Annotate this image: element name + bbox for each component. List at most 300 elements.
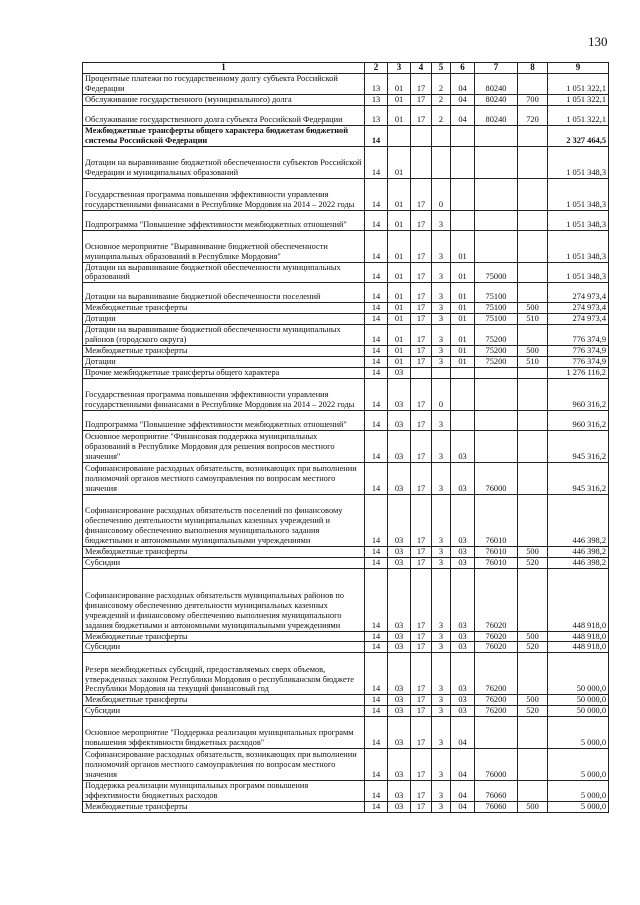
code-cell: 0 bbox=[432, 378, 451, 410]
code-cell: 520 bbox=[518, 557, 548, 568]
code-cell: 14 bbox=[365, 178, 388, 210]
code-cell bbox=[475, 378, 518, 410]
amount-cell: 274 973,4 bbox=[548, 283, 609, 303]
code-cell: 14 bbox=[365, 653, 388, 695]
code-cell: 14 bbox=[365, 781, 388, 802]
table-row bbox=[83, 367, 609, 378]
amount-cell: 274 973,4 bbox=[548, 303, 609, 314]
code-cell bbox=[518, 210, 548, 230]
code-cell: 0 bbox=[432, 178, 451, 210]
code-cell: 14 bbox=[365, 706, 388, 717]
code-cell bbox=[388, 125, 411, 146]
code-cell: 17 bbox=[411, 325, 432, 346]
code-cell: 14 bbox=[365, 210, 388, 230]
code-cell: 510 bbox=[518, 356, 548, 367]
budget-table bbox=[82, 62, 609, 813]
code-cell: 14 bbox=[365, 230, 388, 262]
code-cell bbox=[451, 410, 475, 430]
code-cell bbox=[518, 230, 548, 262]
table-row bbox=[83, 74, 609, 95]
code-cell bbox=[475, 146, 518, 178]
table-row bbox=[83, 410, 609, 430]
code-cell: 03 bbox=[451, 557, 475, 568]
code-cell: 14 bbox=[365, 314, 388, 325]
table-row bbox=[83, 557, 609, 568]
code-cell: 3 bbox=[432, 210, 451, 230]
code-cell: 17 bbox=[411, 283, 432, 303]
code-cell: 01 bbox=[388, 303, 411, 314]
row-name-cell: Дотации на выравнивание бюджетной обеспеченности поселений bbox=[83, 283, 365, 303]
amount-cell: 448 918,0 bbox=[548, 642, 609, 653]
code-cell: 75200 bbox=[475, 325, 518, 346]
row-name-cell: Основное мероприятие "Поддержка реализации муниципальных программ повышения эффективности бюджетных расходов" bbox=[83, 717, 365, 749]
row-name-cell: Подпрограмма "Повышение эффективности межбюджетных отношений" bbox=[83, 210, 365, 230]
code-cell: 76010 bbox=[475, 494, 518, 546]
code-cell bbox=[432, 146, 451, 178]
code-cell: 3 bbox=[432, 462, 451, 494]
code-cell: 13 bbox=[365, 74, 388, 95]
table-row bbox=[83, 146, 609, 178]
code-cell bbox=[518, 74, 548, 95]
row-name-cell: Поддержка реализации муниципальных программ повышения эффективности бюджетных расходов bbox=[83, 781, 365, 802]
table-row bbox=[83, 695, 609, 706]
table-row bbox=[83, 642, 609, 653]
code-cell: 3 bbox=[432, 410, 451, 430]
code-cell: 80240 bbox=[475, 94, 518, 105]
amount-cell: 1 051 322,1 bbox=[548, 94, 609, 105]
code-cell: 2 bbox=[432, 74, 451, 95]
code-cell: 76020 bbox=[475, 631, 518, 642]
code-cell: 3 bbox=[432, 356, 451, 367]
table-row bbox=[83, 314, 609, 325]
amount-cell: 50 000,0 bbox=[548, 653, 609, 695]
code-cell: 520 bbox=[518, 706, 548, 717]
code-cell: 76010 bbox=[475, 557, 518, 568]
code-cell: 17 bbox=[411, 494, 432, 546]
code-cell: 75200 bbox=[475, 356, 518, 367]
code-cell: 03 bbox=[451, 462, 475, 494]
amount-cell: 960 316,2 bbox=[548, 410, 609, 430]
code-cell: 3 bbox=[432, 283, 451, 303]
code-cell: 80240 bbox=[475, 74, 518, 95]
amount-cell: 5 000,0 bbox=[548, 781, 609, 802]
code-cell bbox=[411, 125, 432, 146]
row-name-cell: Межбюджетные трансферты bbox=[83, 546, 365, 557]
amount-cell: 776 374,9 bbox=[548, 325, 609, 346]
code-cell: 01 bbox=[388, 94, 411, 105]
amount-cell: 50 000,0 bbox=[548, 706, 609, 717]
amount-cell: 945 316,2 bbox=[548, 430, 609, 462]
code-cell: 17 bbox=[411, 430, 432, 462]
code-cell: 3 bbox=[432, 262, 451, 283]
row-name-cell: Обслуживание государственного долга субъекта Российской Федерации bbox=[83, 105, 365, 125]
col-header: 1 bbox=[83, 63, 365, 74]
row-name-cell: Субсидии bbox=[83, 706, 365, 717]
code-cell: 700 bbox=[518, 94, 548, 105]
code-cell: 03 bbox=[388, 717, 411, 749]
code-cell: 3 bbox=[432, 706, 451, 717]
code-cell: 14 bbox=[365, 462, 388, 494]
code-cell: 01 bbox=[388, 345, 411, 356]
code-cell bbox=[475, 178, 518, 210]
code-cell: 01 bbox=[388, 356, 411, 367]
code-cell: 3 bbox=[432, 494, 451, 546]
code-cell: 17 bbox=[411, 642, 432, 653]
amount-cell: 1 276 116,2 bbox=[548, 367, 609, 378]
code-cell: 14 bbox=[365, 494, 388, 546]
code-cell: 3 bbox=[432, 781, 451, 802]
code-cell bbox=[475, 430, 518, 462]
code-cell bbox=[518, 262, 548, 283]
code-cell: 3 bbox=[432, 430, 451, 462]
code-cell: 01 bbox=[451, 356, 475, 367]
col-header: 8 bbox=[518, 63, 548, 74]
code-cell: 3 bbox=[432, 801, 451, 812]
row-name-cell: Государственная программа повышения эффективности управления государственными финансами в Республике Мордовия на 2014 – 2022 годы bbox=[83, 178, 365, 210]
code-cell: 75100 bbox=[475, 314, 518, 325]
code-cell: 01 bbox=[451, 283, 475, 303]
amount-cell: 5 000,0 bbox=[548, 749, 609, 781]
code-cell: 03 bbox=[388, 653, 411, 695]
table-row bbox=[83, 105, 609, 125]
code-cell: 03 bbox=[388, 642, 411, 653]
table-row bbox=[83, 568, 609, 631]
code-cell: 04 bbox=[451, 749, 475, 781]
amount-cell: 448 918,0 bbox=[548, 631, 609, 642]
code-cell: 17 bbox=[411, 94, 432, 105]
code-cell: 3 bbox=[432, 695, 451, 706]
code-cell: 14 bbox=[365, 356, 388, 367]
code-cell: 17 bbox=[411, 105, 432, 125]
amount-cell: 1 051 348,3 bbox=[548, 146, 609, 178]
code-cell: 03 bbox=[388, 695, 411, 706]
code-cell: 04 bbox=[451, 74, 475, 95]
code-cell: 14 bbox=[365, 717, 388, 749]
amount-cell: 274 973,4 bbox=[548, 314, 609, 325]
row-name-cell: Основное мероприятие "Финансовая поддержка муниципальных образований в Республике Мордовия для решения вопросов местного значения" bbox=[83, 430, 365, 462]
code-cell: 01 bbox=[388, 146, 411, 178]
code-cell: 01 bbox=[388, 314, 411, 325]
code-cell: 14 bbox=[365, 631, 388, 642]
table-row bbox=[83, 230, 609, 262]
row-name-cell: Межбюджетные трансферты bbox=[83, 801, 365, 812]
code-cell: 03 bbox=[388, 706, 411, 717]
code-cell bbox=[411, 146, 432, 178]
amount-cell: 2 327 464,5 bbox=[548, 125, 609, 146]
code-cell: 17 bbox=[411, 631, 432, 642]
code-cell: 03 bbox=[451, 695, 475, 706]
code-cell: 2 bbox=[432, 105, 451, 125]
code-cell: 14 bbox=[365, 695, 388, 706]
code-cell bbox=[451, 178, 475, 210]
table-row bbox=[83, 262, 609, 283]
code-cell: 17 bbox=[411, 781, 432, 802]
code-cell: 03 bbox=[388, 546, 411, 557]
code-cell: 500 bbox=[518, 303, 548, 314]
row-name-cell: Прочие межбюджетные трансферты общего характера bbox=[83, 367, 365, 378]
code-cell: 17 bbox=[411, 314, 432, 325]
code-cell: 3 bbox=[432, 345, 451, 356]
amount-cell: 446 398,2 bbox=[548, 494, 609, 546]
code-cell: 17 bbox=[411, 801, 432, 812]
code-cell: 3 bbox=[432, 642, 451, 653]
page-number: 130 bbox=[588, 34, 608, 49]
code-cell: 76200 bbox=[475, 706, 518, 717]
amount-cell: 1 051 322,1 bbox=[548, 74, 609, 95]
code-cell: 03 bbox=[451, 706, 475, 717]
code-cell: 14 bbox=[365, 546, 388, 557]
code-cell: 04 bbox=[451, 105, 475, 125]
code-cell: 17 bbox=[411, 378, 432, 410]
header-row bbox=[83, 63, 609, 74]
table-row bbox=[83, 494, 609, 546]
code-cell: 03 bbox=[388, 410, 411, 430]
code-cell bbox=[518, 410, 548, 430]
code-cell: 80240 bbox=[475, 105, 518, 125]
code-cell bbox=[432, 125, 451, 146]
row-name-cell: Резерв межбюджетных субсидий, предоставляемых сверх объемов, утвержденных законом Республики Мордовия о республиканском бюджете Республики Мордовия на текущий финансовый год bbox=[83, 653, 365, 695]
amount-cell: 945 316,2 bbox=[548, 462, 609, 494]
code-cell bbox=[518, 653, 548, 695]
amount-cell: 448 918,0 bbox=[548, 568, 609, 631]
code-cell: 17 bbox=[411, 356, 432, 367]
code-cell: 14 bbox=[365, 430, 388, 462]
code-cell: 17 bbox=[411, 717, 432, 749]
amount-cell: 960 316,2 bbox=[548, 378, 609, 410]
code-cell: 01 bbox=[451, 345, 475, 356]
code-cell: 03 bbox=[388, 430, 411, 462]
code-cell bbox=[518, 781, 548, 802]
code-cell: 14 bbox=[365, 749, 388, 781]
code-cell: 01 bbox=[451, 303, 475, 314]
row-name-cell: Подпрограмма "Повышение эффективности межбюджетных отношений" bbox=[83, 410, 365, 430]
code-cell: 14 bbox=[365, 410, 388, 430]
code-cell: 2 bbox=[432, 94, 451, 105]
col-header: 6 bbox=[451, 63, 475, 74]
code-cell: 03 bbox=[451, 568, 475, 631]
code-cell: 3 bbox=[432, 557, 451, 568]
row-name-cell: Основное мероприятие "Выравнивание бюджетной обеспеченности муниципальных образований в Республике Мордовия" bbox=[83, 230, 365, 262]
code-cell: 76020 bbox=[475, 642, 518, 653]
col-header: 5 bbox=[432, 63, 451, 74]
row-name-cell: Межбюджетные трансферты bbox=[83, 631, 365, 642]
code-cell: 03 bbox=[451, 430, 475, 462]
code-cell: 04 bbox=[451, 801, 475, 812]
code-cell bbox=[518, 283, 548, 303]
code-cell: 03 bbox=[388, 568, 411, 631]
code-cell bbox=[451, 367, 475, 378]
amount-cell: 1 051 348,3 bbox=[548, 210, 609, 230]
code-cell: 520 bbox=[518, 642, 548, 653]
code-cell: 03 bbox=[388, 557, 411, 568]
code-cell: 75000 bbox=[475, 262, 518, 283]
col-header: 9 bbox=[548, 63, 609, 74]
code-cell: 3 bbox=[432, 717, 451, 749]
code-cell: 01 bbox=[451, 230, 475, 262]
code-cell: 510 bbox=[518, 314, 548, 325]
table-row bbox=[83, 125, 609, 146]
code-cell: 76060 bbox=[475, 781, 518, 802]
amount-cell: 776 374,9 bbox=[548, 345, 609, 356]
code-cell bbox=[451, 146, 475, 178]
code-cell: 75100 bbox=[475, 283, 518, 303]
code-cell bbox=[518, 325, 548, 346]
code-cell: 14 bbox=[365, 146, 388, 178]
row-name-cell: Дотации bbox=[83, 314, 365, 325]
table-row bbox=[83, 781, 609, 802]
code-cell: 04 bbox=[451, 717, 475, 749]
code-cell: 3 bbox=[432, 314, 451, 325]
code-cell: 01 bbox=[388, 283, 411, 303]
amount-cell: 1 051 348,3 bbox=[548, 262, 609, 283]
table-row bbox=[83, 94, 609, 105]
code-cell: 17 bbox=[411, 462, 432, 494]
table-row bbox=[83, 653, 609, 695]
code-cell bbox=[518, 568, 548, 631]
code-cell bbox=[518, 462, 548, 494]
table-row bbox=[83, 178, 609, 210]
table-row bbox=[83, 546, 609, 557]
col-header: 2 bbox=[365, 63, 388, 74]
table-body bbox=[83, 74, 609, 813]
code-cell: 17 bbox=[411, 230, 432, 262]
code-cell: 03 bbox=[388, 494, 411, 546]
code-cell: 500 bbox=[518, 801, 548, 812]
table-row bbox=[83, 717, 609, 749]
row-name-cell: Межбюджетные трансферты bbox=[83, 695, 365, 706]
code-cell: 17 bbox=[411, 557, 432, 568]
code-cell: 76200 bbox=[475, 695, 518, 706]
amount-cell: 1 051 322,1 bbox=[548, 105, 609, 125]
amount-cell: 5 000,0 bbox=[548, 801, 609, 812]
row-name-cell: Обслуживание государственного (муниципального) долга bbox=[83, 94, 365, 105]
table-row bbox=[83, 345, 609, 356]
code-cell: 01 bbox=[388, 178, 411, 210]
col-header: 3 bbox=[388, 63, 411, 74]
code-cell: 17 bbox=[411, 410, 432, 430]
code-cell: 17 bbox=[411, 303, 432, 314]
code-cell bbox=[518, 494, 548, 546]
code-cell: 76010 bbox=[475, 546, 518, 557]
amount-cell: 1 051 348,3 bbox=[548, 230, 609, 262]
code-cell: 500 bbox=[518, 695, 548, 706]
code-cell: 75100 bbox=[475, 303, 518, 314]
code-cell: 3 bbox=[432, 303, 451, 314]
code-cell: 04 bbox=[451, 94, 475, 105]
code-cell: 03 bbox=[388, 781, 411, 802]
code-cell: 14 bbox=[365, 303, 388, 314]
code-cell: 17 bbox=[411, 653, 432, 695]
code-cell bbox=[518, 146, 548, 178]
code-cell bbox=[432, 367, 451, 378]
amount-cell: 50 000,0 bbox=[548, 695, 609, 706]
code-cell bbox=[411, 367, 432, 378]
row-name-cell: Софинансирование расходных обязательств поселений по финансовому обеспечению деятельности муниципальных казенных учреждений и финансовому обеспечению выполнения муниципального задания бюджетными и автономными муниципальными учреждениями bbox=[83, 494, 365, 546]
code-cell bbox=[475, 367, 518, 378]
amount-cell: 446 398,2 bbox=[548, 546, 609, 557]
code-cell: 76000 bbox=[475, 749, 518, 781]
code-cell: 17 bbox=[411, 706, 432, 717]
table-row bbox=[83, 210, 609, 230]
code-cell bbox=[475, 125, 518, 146]
row-name-cell: Софинансирование расходных обязательств, возникающих при выполнении полномочий органов местного самоуправления по вопросам местного значения bbox=[83, 462, 365, 494]
code-cell: 01 bbox=[451, 262, 475, 283]
code-cell: 500 bbox=[518, 631, 548, 642]
code-cell bbox=[475, 210, 518, 230]
code-cell bbox=[518, 125, 548, 146]
code-cell: 3 bbox=[432, 631, 451, 642]
code-cell: 01 bbox=[388, 105, 411, 125]
code-cell: 17 bbox=[411, 568, 432, 631]
table-row bbox=[83, 303, 609, 314]
code-cell: 03 bbox=[388, 801, 411, 812]
row-name-cell: Софинансирование расходных обязательств, возникающих при выполнении полномочий органов местного самоуправления по вопросам местного значения bbox=[83, 749, 365, 781]
row-name-cell: Процентные платежи по государственному долгу субъекта Российской Федерации bbox=[83, 74, 365, 95]
code-cell bbox=[518, 430, 548, 462]
code-cell: 17 bbox=[411, 546, 432, 557]
code-cell: 17 bbox=[411, 262, 432, 283]
code-cell bbox=[475, 230, 518, 262]
table-row bbox=[83, 801, 609, 812]
code-cell: 3 bbox=[432, 568, 451, 631]
code-cell: 03 bbox=[388, 367, 411, 378]
code-cell: 01 bbox=[388, 230, 411, 262]
code-cell: 03 bbox=[451, 642, 475, 653]
code-cell: 76000 bbox=[475, 462, 518, 494]
code-cell: 3 bbox=[432, 325, 451, 346]
table-row bbox=[83, 378, 609, 410]
code-cell: 14 bbox=[365, 125, 388, 146]
code-cell bbox=[518, 378, 548, 410]
table-row bbox=[83, 325, 609, 346]
code-cell: 17 bbox=[411, 74, 432, 95]
code-cell: 3 bbox=[432, 546, 451, 557]
code-cell bbox=[451, 125, 475, 146]
row-name-cell: Софинансирование расходных обязательств муниципальных районов по финансовому обеспечению деятельности муниципальных казенных учреждений и финансовому обеспечению выполнения муниципального задания бюджетными и автономными муниципальными учреждениями bbox=[83, 568, 365, 631]
code-cell: 500 bbox=[518, 345, 548, 356]
code-cell: 03 bbox=[388, 462, 411, 494]
code-cell: 76060 bbox=[475, 801, 518, 812]
code-cell: 3 bbox=[432, 230, 451, 262]
code-cell: 17 bbox=[411, 210, 432, 230]
row-name-cell: Субсидии bbox=[83, 557, 365, 568]
table-row bbox=[83, 706, 609, 717]
code-cell: 14 bbox=[365, 262, 388, 283]
code-cell: 03 bbox=[388, 378, 411, 410]
col-header: 4 bbox=[411, 63, 432, 74]
code-cell: 13 bbox=[365, 105, 388, 125]
code-cell: 03 bbox=[388, 631, 411, 642]
code-cell bbox=[451, 378, 475, 410]
code-cell: 01 bbox=[388, 74, 411, 95]
row-name-cell: Межбюджетные трансферты bbox=[83, 303, 365, 314]
code-cell bbox=[518, 367, 548, 378]
table-row bbox=[83, 631, 609, 642]
code-cell bbox=[451, 210, 475, 230]
amount-cell: 1 051 348,3 bbox=[548, 178, 609, 210]
code-cell: 17 bbox=[411, 749, 432, 781]
code-cell: 14 bbox=[365, 283, 388, 303]
code-cell: 01 bbox=[388, 210, 411, 230]
row-name-cell: Дотации bbox=[83, 356, 365, 367]
code-cell bbox=[518, 749, 548, 781]
amount-cell: 446 398,2 bbox=[548, 557, 609, 568]
code-cell: 03 bbox=[451, 546, 475, 557]
code-cell: 14 bbox=[365, 568, 388, 631]
amount-cell: 776 374,9 bbox=[548, 356, 609, 367]
code-cell: 04 bbox=[451, 781, 475, 802]
code-cell: 03 bbox=[451, 653, 475, 695]
